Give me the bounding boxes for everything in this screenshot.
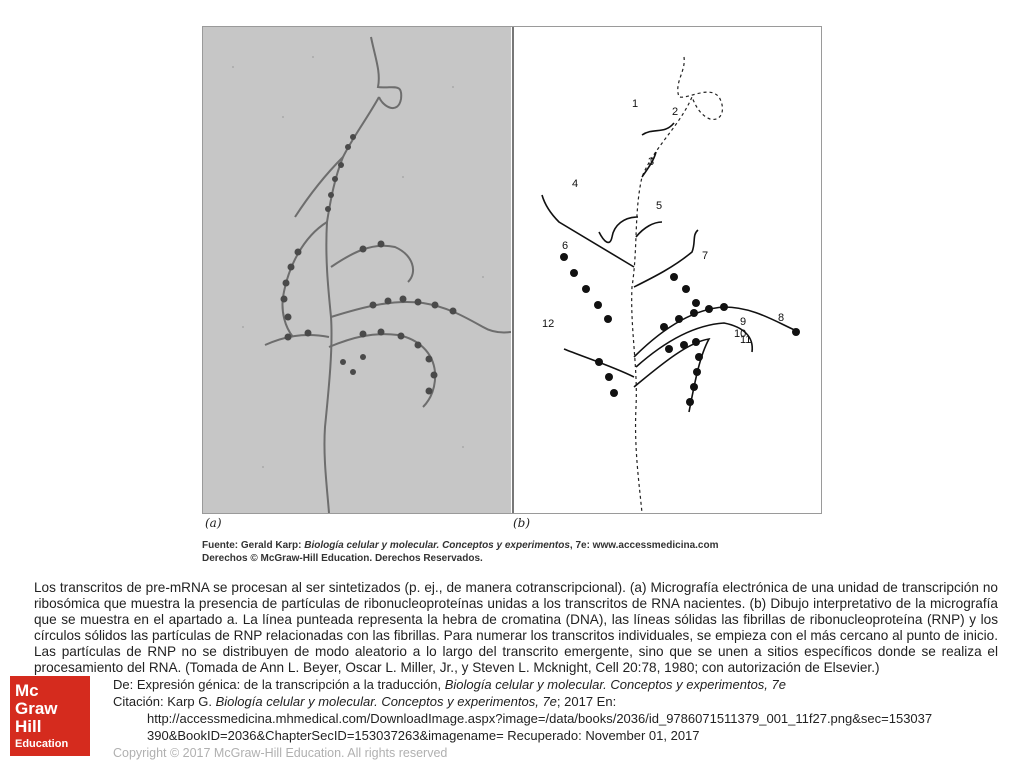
transcript-number: 3 bbox=[648, 156, 655, 168]
citation-from bbox=[113, 676, 1013, 693]
citation-url-cont: 390&BookID=2036&ChapterSecID=153037263&imagename= Recuperado: November 01, 2017 bbox=[147, 728, 700, 743]
figure-frame bbox=[202, 26, 822, 514]
logo-line-1: Mc bbox=[15, 681, 39, 700]
source-book: Biología celular y molecular. Conceptos y experimentos bbox=[304, 540, 570, 551]
logo-line-3: Hill bbox=[15, 717, 42, 736]
from-book: Biología celular y molecular. Conceptos y experimentos, 7e bbox=[444, 677, 786, 692]
source-prefix: Fuente: Gerald Karp: bbox=[202, 540, 305, 551]
mcgraw-hill-logo bbox=[10, 676, 90, 756]
transcript-number: 1 bbox=[632, 98, 639, 110]
copyright-notice: Copyright © 2017 McGraw-Hill Education. All rights reserved bbox=[113, 746, 448, 760]
figure-caption: Los transcritos de pre-mRNA se procesan al ser sintetizados (p. ej., de manera cotranscripcional). (a) Micrografía electrónica de una unidad de transcripción no ribosómica que muestra la presencia de partículas de ribonucleoproteínas unidas a los transcritos de RNA nacientes. (b) Dibujo interpretativo de la micrografía que se muestra en el apartado a. La línea punteada representa la hebra de cromatina (DNA), las líneas sólidas las fibrillas de ribonucleoproteína (RNP) y los círculos sólidos las partículas de RNP relacionadas con las fibrillas. Para numerar los transcritos individuales, se empieza con el más cercano al punto de inicio. Las partículas de RNP no se distribuyen de modo aleatorio a lo largo del transcrito emergente, sino que se unen a sitios específicos donde se realiza el procesamiento del RNA. (Tomada de Ann L. Beyer, Oscar L. Miller, Jr., y Steven L. Mcknight, Cell 20:78, 1980; con autorización de Elsevier.) bbox=[34, 580, 998, 675]
drawing-panel bbox=[512, 27, 821, 513]
transcript-number: 7 bbox=[702, 250, 709, 262]
citation-block bbox=[113, 676, 1013, 744]
chromatin-dna-line bbox=[632, 57, 723, 513]
transcript-number: 11 bbox=[740, 334, 752, 346]
cite-prefix: Citación: Karp G. bbox=[113, 694, 216, 709]
panel-b-label: (b) bbox=[513, 516, 531, 530]
logo-line-2: Graw bbox=[15, 699, 58, 718]
rnp-particles bbox=[560, 253, 800, 406]
transcript-number: 6 bbox=[562, 240, 569, 252]
cite-suffix: ; 2017 En: bbox=[556, 694, 617, 709]
transcript-number: 8 bbox=[778, 312, 785, 324]
transcript-number: 10 bbox=[734, 328, 747, 340]
figure-source bbox=[202, 540, 718, 551]
citation-line bbox=[113, 693, 1013, 710]
figure-rights: Derechos © McGraw-Hill Education. Derechos Reservados. bbox=[202, 553, 483, 564]
transcript-number: 9 bbox=[740, 316, 747, 328]
from-prefix: De: Expresión génica: de la transcripción a la traducción, bbox=[113, 677, 445, 692]
panel-a-label: (a) bbox=[205, 516, 222, 530]
citation-url[interactable]: http://accessmedicina.mhmedical.com/DownloadImage.aspx?image=/data/books/2036/id_9786071511379_001_11f27.png&sec=153037 bbox=[147, 711, 933, 726]
source-suffix: , 7e: www.accessmedicina.com bbox=[569, 540, 719, 551]
micrograph-panel bbox=[203, 27, 511, 513]
transcript-number: 4 bbox=[572, 178, 579, 190]
transcript-number: 2 bbox=[672, 106, 679, 118]
interpretive-drawing bbox=[514, 27, 821, 513]
transcript-number: 12 bbox=[542, 318, 555, 330]
logo-line-4: Education bbox=[15, 738, 69, 750]
transcript-number: 5 bbox=[656, 200, 663, 212]
cite-book: Biología celular y molecular. Conceptos y experimentos, 7e bbox=[215, 694, 557, 709]
micrograph-image bbox=[203, 27, 511, 513]
rnp-fibrils bbox=[542, 123, 799, 412]
